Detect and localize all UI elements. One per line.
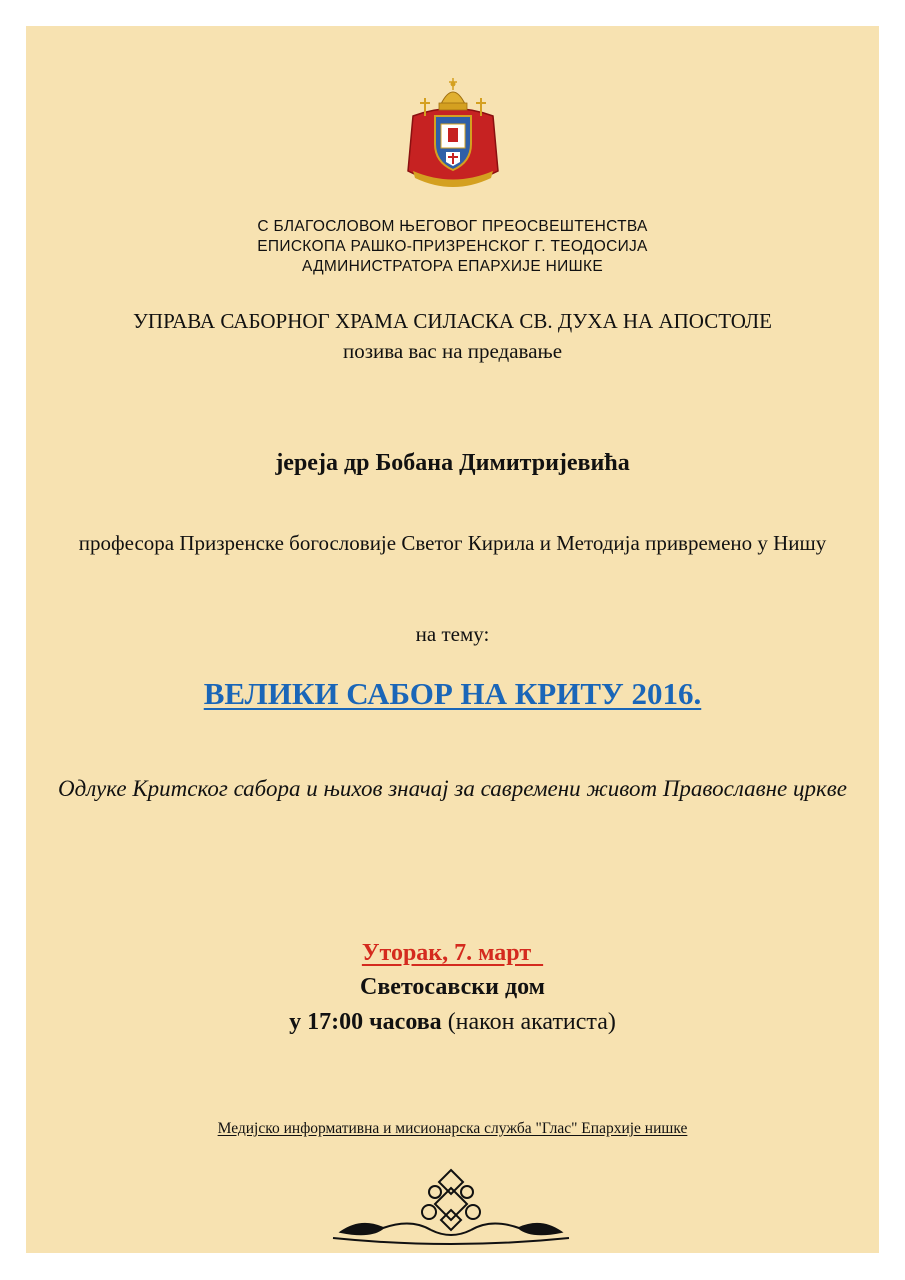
event-time-bold: у 17:00 часова	[289, 1009, 442, 1035]
blessing-line-3: АДМИНИСТРАТОРА ЕПАРХИЈЕ НИШКЕ	[301, 258, 604, 275]
invitation-poster	[26, 26, 879, 1253]
invitation-text: позива вас на предавање	[342, 339, 563, 363]
knot-ornament-icon	[331, 1166, 571, 1246]
blessing-block	[26, 217, 879, 277]
blessing-line-1: С БЛАГОСЛОВОМ ЊЕГОВОГ ПРЕОСВЕШТЕНСТВА	[257, 218, 648, 235]
event-time	[26, 1009, 879, 1036]
organizer-name: УПРАВА САБОРНОГ ХРАМА СИЛАСКА СВ. ДУХА НА АПОСТОЛЕ	[133, 309, 772, 333]
event-date: Уторак, 7. март	[361, 940, 544, 966]
event-place: Светосавски дом	[360, 974, 545, 1000]
topic-intro: на тему:	[415, 622, 490, 646]
organizer-block	[26, 306, 879, 366]
event-time-note: (након акатиста)	[441, 1009, 616, 1035]
speaker-title: професора Призренске богословије Светог Кирила и Методија привремено у Нишу	[78, 531, 827, 555]
coat-of-arms-icon	[403, 76, 503, 196]
blessing-line-2: ЕПИСКОПА РАШКО-ПРИЗРЕНСКОГ Г. ТЕОДОСИЈА	[257, 238, 648, 255]
lecture-title: ВЕЛИКИ САБОР НА КРИТУ 2016.	[203, 676, 702, 711]
speaker-name: јереја др Бобана Димитријевића	[275, 450, 630, 476]
footer-credit: Медијско информативна и мисионарска служба "Глас" Епархије нишке	[217, 1120, 688, 1137]
lecture-subtitle: Одлуке Критског сабора и њихов значај за савремени живот Православне цркве	[58, 776, 847, 801]
